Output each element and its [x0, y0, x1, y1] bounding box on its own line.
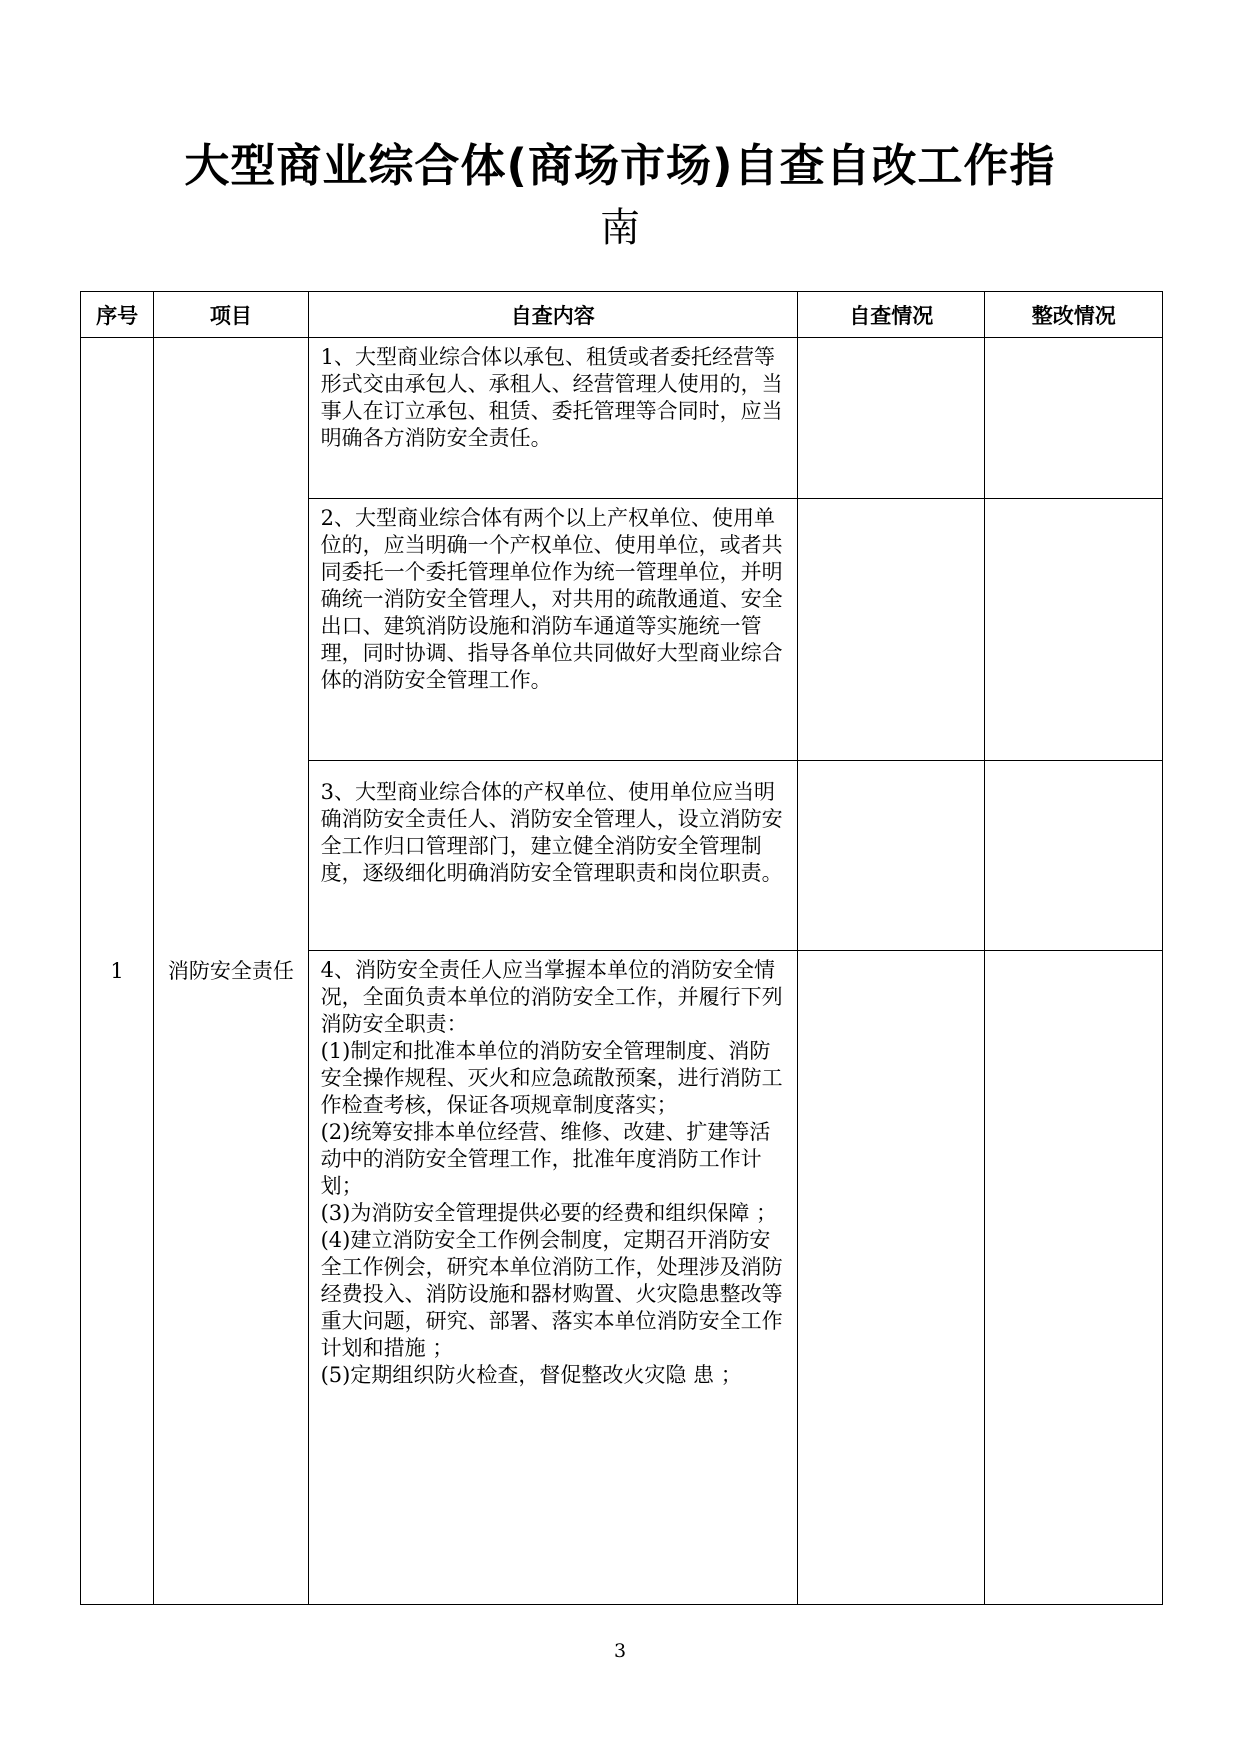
- rectify-status-cell: [985, 761, 1163, 951]
- header-check-status: 自查情况: [797, 292, 985, 338]
- page-title: 大型商业综合体(商场市场)自查自改工作指: [184, 139, 1056, 192]
- content-cell: [308, 951, 797, 1605]
- content-paragraph: (5)定期组织防火检查，督促整改火灾隐 患 ；: [320, 1363, 742, 1387]
- rectify-status-cell: [985, 499, 1163, 761]
- self-check-table: [80, 291, 1163, 1605]
- header-seq: 序号: [81, 292, 154, 338]
- content-cell: [308, 499, 797, 761]
- content-paragraph: 4、消防安全责任人应当掌握本单位的消防安全情况，全面负责本单位的消防安全工作，并履行下列消防安全职责：: [320, 958, 783, 1036]
- table-row: [81, 338, 1163, 499]
- header-content: 自查内容: [308, 292, 797, 338]
- check-status-cell: [797, 951, 985, 1605]
- rectify-status-cell: [985, 338, 1163, 499]
- rectify-status-cell: [985, 951, 1163, 1605]
- content-paragraph: (2)统筹安排本单位经营、维修、改建、扩建等活动中的消防安全管理工作，批准年度消防工作计划；: [320, 1120, 771, 1198]
- content-cell: [308, 338, 797, 499]
- content-paragraph: (4)建立消防安全工作例会制度，定期召开消防安全工作例会，研究本单位消防工作，处理涉及消防经费投入、消防设施和器材购置、火灾隐患整改等重大问题，研究、部署、落实本单位消防安全工作计划和措施 ；: [320, 1228, 783, 1360]
- check-status-cell: [797, 499, 985, 761]
- check-status-cell: [797, 761, 985, 951]
- content-paragraph: (1)制定和批准本单位的消防安全管理制度、消防安全操作规程、灭火和应急疏散预案，进行消防工作检查考核，保证各项规章制度落实；: [320, 1039, 783, 1117]
- content-paragraph: 2、大型商业综合体有两个以上产权单位、使用单位的，应当明确一个产权单位、使用单位，或者共同委托一个委托管理单位作为统一管理单位，并明确统一消防安全管理人，对共用的疏散通道、安全出口、建筑消防设施和消防车通道等实施统一管理，同时协调、指导各单位共同做好大型商业综合体的消防安全管理工作。: [320, 506, 783, 692]
- row-item: 消防安全责任: [154, 338, 308, 1605]
- row-seq: 1: [81, 338, 154, 1605]
- content-cell: [308, 761, 797, 951]
- check-status-cell: [797, 338, 985, 499]
- content-paragraph: (3)为消防安全管理提供必要的经费和组织保障 ；: [320, 1201, 778, 1225]
- header-rectify-status: 整改情况: [985, 292, 1163, 338]
- content-paragraph: 1、大型商业综合体以承包、租赁或者委托经营等形式交由承包人、承租人、经营管理人使用的，当事人在订立承包、租赁、委托管理等合同时，应当明确各方消防安全责任。: [320, 345, 783, 450]
- table-header-row: [81, 292, 1163, 338]
- page-title-continued: 南: [600, 205, 640, 251]
- content-paragraph: 3、大型商业综合体的产权单位、使用单位应当明确消防安全责任人、消防安全管理人，设立消防安全工作归口管理部门，建立健全消防安全管理制度，逐级细化明确消防安全管理职责和岗位职责。: [320, 780, 783, 885]
- page-number: 3: [613, 1640, 627, 1662]
- header-item: 项目: [154, 292, 308, 338]
